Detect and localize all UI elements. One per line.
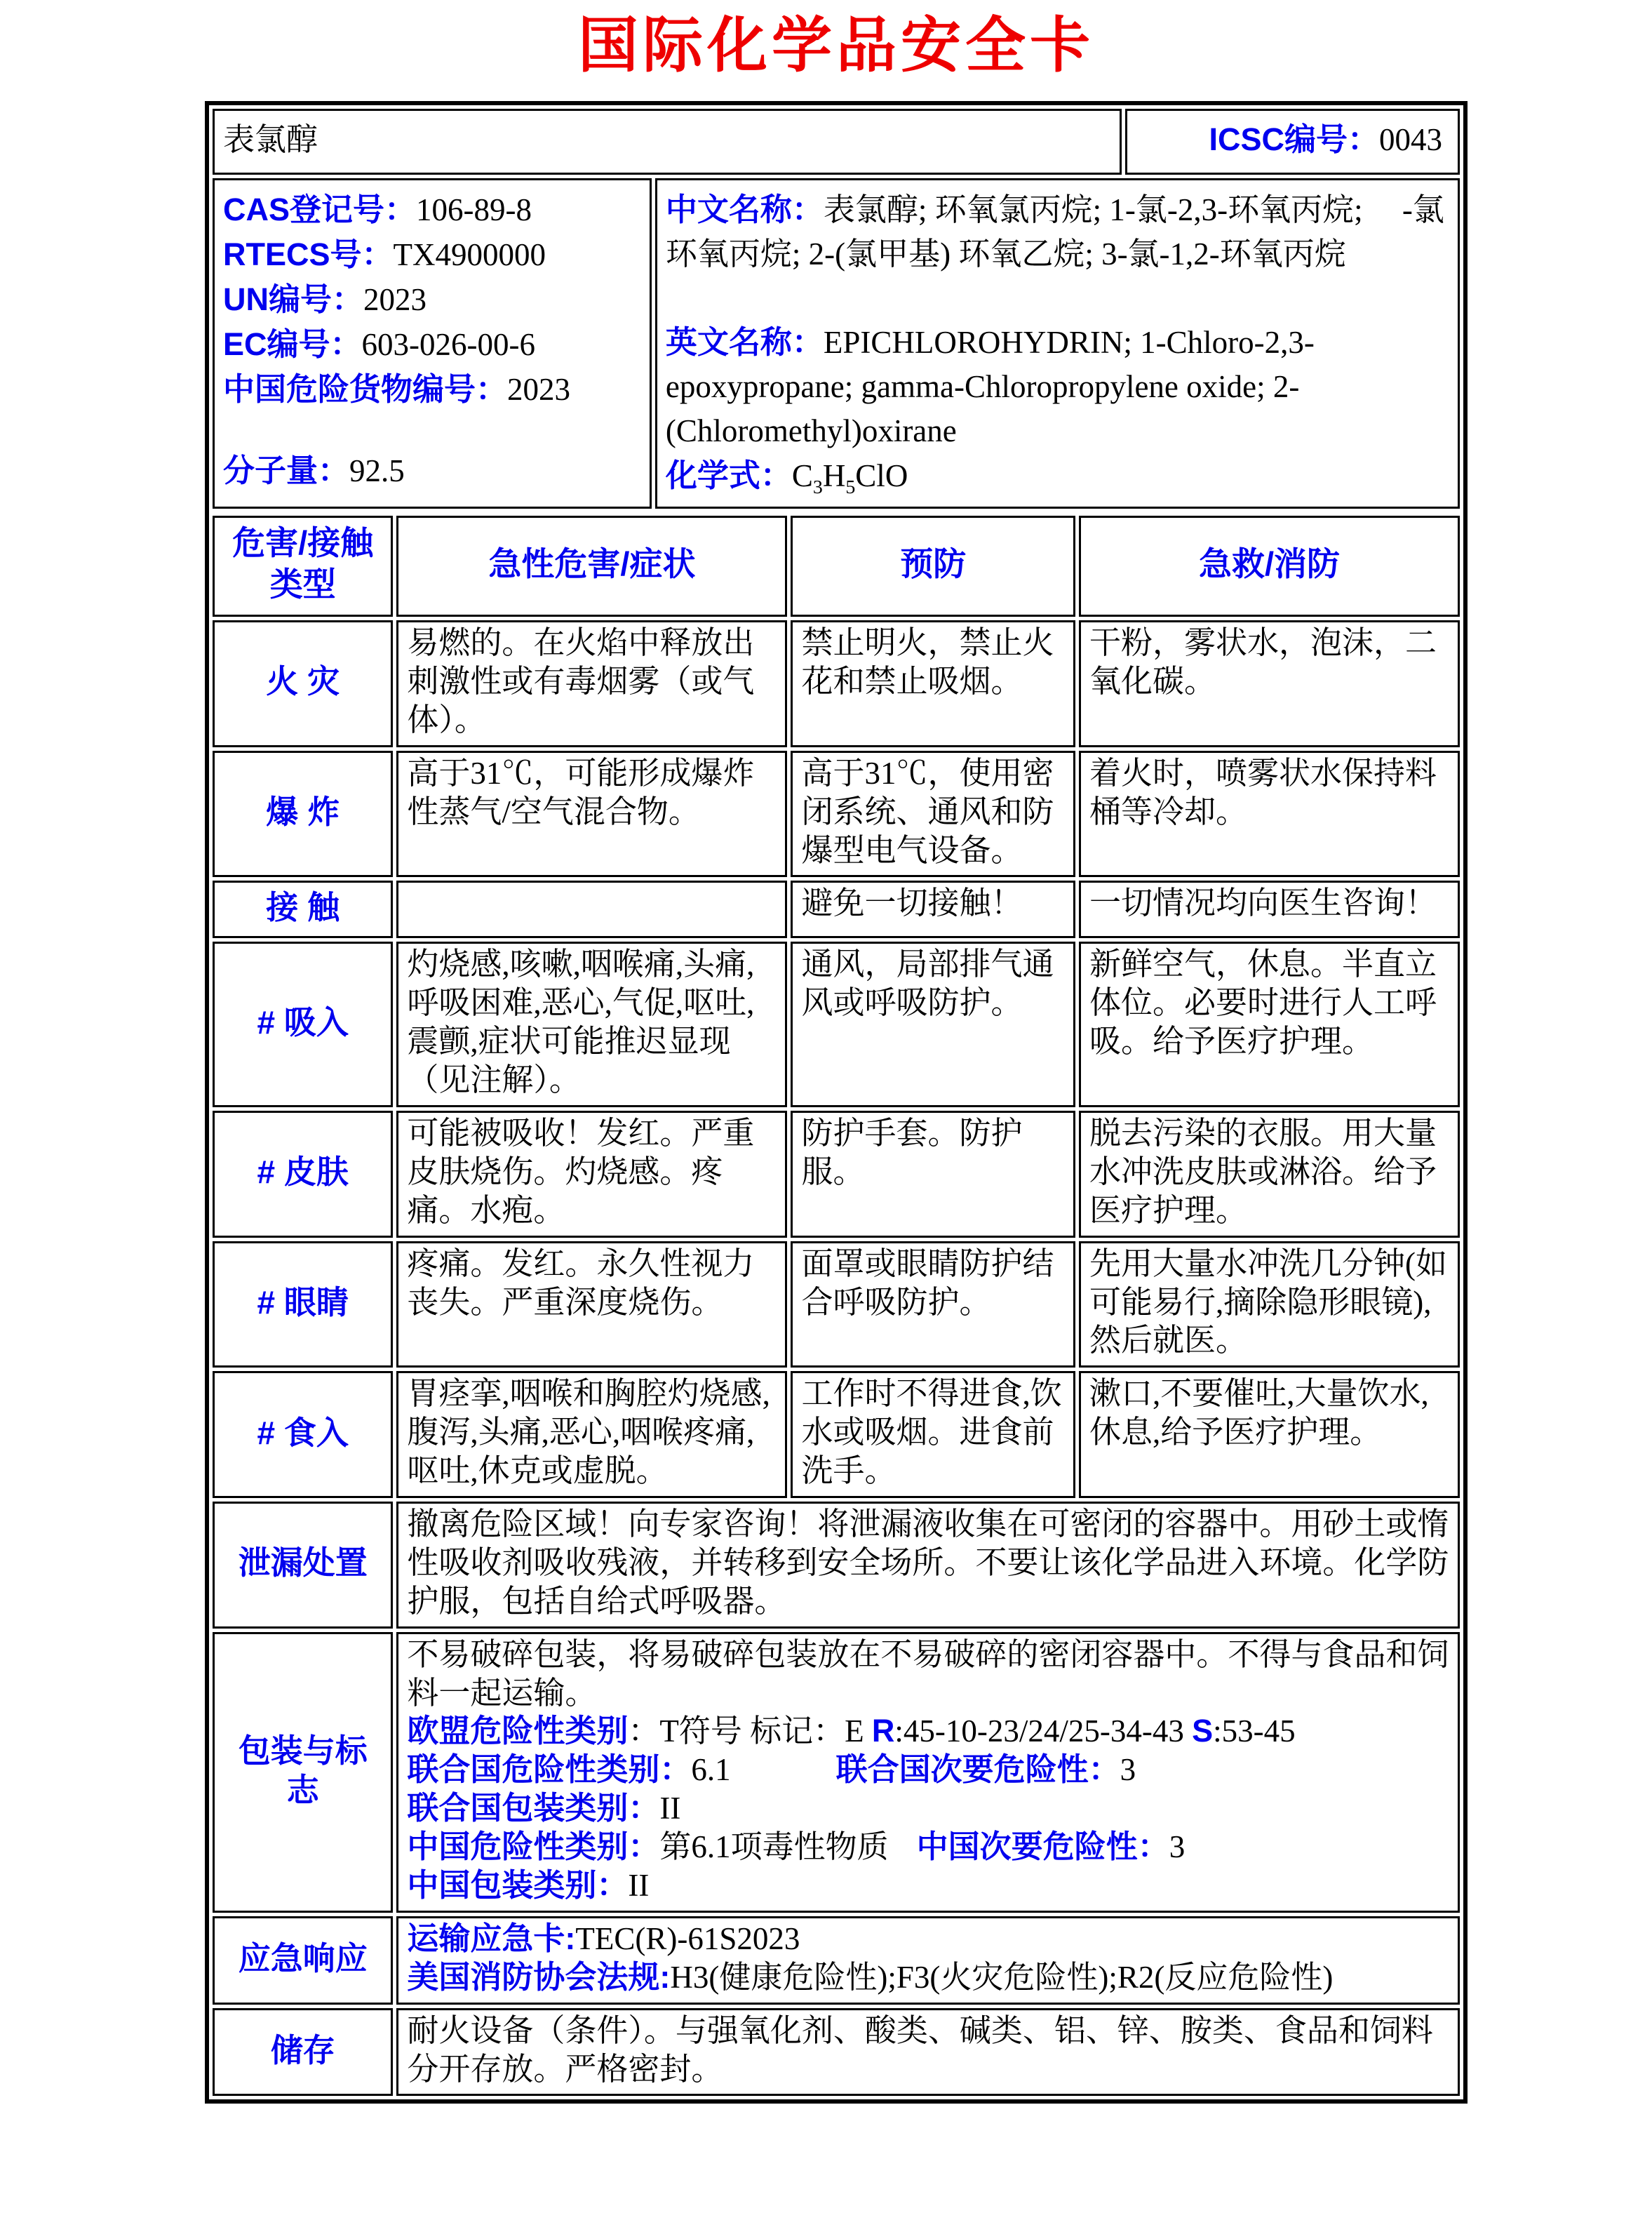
- ec-label: EC编号：: [223, 326, 362, 362]
- skin-prevention: 防护手套。防护服。: [791, 1111, 1075, 1238]
- cas-value: 106-89-8: [416, 192, 532, 227]
- china-packing-value: II: [628, 1868, 650, 1903]
- col-header-prevention: 预防: [791, 516, 1075, 617]
- skin-symptoms: 可能被吸收！发红。严重皮肤烧伤。灼烧感。疼痛。水疱。: [396, 1111, 787, 1238]
- cas-label: CAS登记号：: [223, 192, 417, 227]
- table-row-skin: [213, 1111, 1460, 1238]
- row-label-storage: 储存: [213, 2008, 393, 2097]
- col-header-symptoms: 急性危害/症状: [396, 516, 787, 617]
- fire-prevention: 禁止明火，禁止火花和禁止吸烟。: [791, 620, 1075, 747]
- storage-text: 耐火设备（条件）。与强氧化剂、酸类、碱类、铝、锌、胺类、食品和饲料分开存放。严格密封。: [396, 2008, 1460, 2097]
- english-name-label: 英文名称：: [665, 324, 824, 360]
- row-label-inhalation: # 吸入: [213, 942, 393, 1107]
- explosion-response: 着火时，喷雾状水保持料桶等冷却。: [1079, 751, 1460, 878]
- china-class-label: 中国危险性类别：: [407, 1829, 660, 1865]
- inhalation-prevention: 通风，局部排气通风或呼吸防护。: [791, 942, 1075, 1107]
- english-name-value: EPICHLOROHYDRIN; 1-Chloro-2,3-epoxypropane; gamma-Chloropropylene oxide; 2-(Chloromethyl)oxirane: [665, 325, 1315, 448]
- icsc-card: [205, 101, 1468, 2104]
- un-subrisk-value: 3: [1120, 1752, 1136, 1788]
- spill-text: 撤离危险区域！向专家咨询！将泄漏液收集在可密闭的容器中。用砂土或惰性吸收剂吸收残液，并转移到安全场所。不要让该化学品进入环境。化学防护服，包括自给式呼吸器。: [396, 1502, 1460, 1629]
- skin-response: 脱去污染的衣服。用大量水冲洗皮肤或淋浴。给予医疗护理。: [1079, 1111, 1460, 1238]
- fire-symptoms: 易燃的。在火焰中释放出刺激性或有毒烟雾（或气体）。: [396, 620, 787, 747]
- nfpa-value: H3(健康危险性);F3(火灾危险性);R2(反应危险性): [670, 1959, 1334, 1995]
- row-label-fire: 火 灾: [213, 620, 393, 747]
- formula-label: 化学式：: [665, 457, 792, 493]
- tec-value: TEC(R)-61S2023: [575, 1920, 800, 1956]
- un-packing-line: [407, 1789, 1449, 1828]
- nfpa-label: 美国消防协会法规:: [407, 1958, 671, 1995]
- ec-value: 603-026-00-6: [361, 327, 535, 362]
- china-class-value: 第6.1项毒性物质: [659, 1829, 889, 1865]
- china-classification-line: [407, 1828, 1449, 1866]
- table-row-inhalation: [213, 942, 1460, 1107]
- tec-label: 运输应急卡:: [407, 1920, 576, 1956]
- rtecs-number-line: [223, 232, 641, 277]
- substance-name-cell: [213, 109, 1122, 175]
- table-row-exposure: [213, 881, 1460, 938]
- icsc-number-value: 0043: [1379, 121, 1442, 157]
- china-subrisk-label: 中国次要危险性：: [916, 1829, 1169, 1865]
- s-phrases-value: :53-45: [1213, 1713, 1296, 1749]
- molecular-weight-line: [223, 448, 641, 493]
- cas-number-line: [223, 187, 641, 232]
- ingestion-response: 漱口,不要催吐,大量饮水,休息,给予医疗护理。: [1079, 1371, 1460, 1498]
- exposure-prevention: 避免一切接触！: [791, 881, 1075, 938]
- un-number-line: [223, 277, 641, 322]
- hazard-table-header-row: [213, 516, 1460, 617]
- ingestion-symptoms: 胃痉挛,咽喉和胸腔灼烧感,腹泻,头痛,恶心,咽喉疼痛,呕吐,休克或虚脱。: [396, 1371, 787, 1498]
- china-dg-value: 2023: [507, 372, 571, 407]
- col-header-response: 急救/消防: [1079, 516, 1460, 617]
- un-classification-line: [407, 1751, 1449, 1789]
- table-row-ingestion: [213, 1371, 1460, 1498]
- un-packing-label: 联合国包装类别：: [407, 1790, 660, 1826]
- table-row-explosion: [213, 751, 1460, 878]
- nfpa-code-line: [407, 1958, 1449, 1997]
- r-phrases-label: R: [871, 1713, 895, 1749]
- table-row-spill: [213, 1502, 1460, 1629]
- inhalation-symptoms: 灼烧感,咳嗽,咽喉痛,头痛,呼吸困难,恶心,气促,呕吐,震颤,症状可能推迟显现（见注解）。: [396, 942, 787, 1107]
- row-label-exposure: 接 触: [213, 881, 393, 938]
- eyes-symptoms: 疼痛。发红。永久性视力丧失。严重深度烧伤。: [396, 1241, 787, 1368]
- rtecs-label: RTECS号：: [223, 236, 394, 272]
- formula-line: [666, 453, 1449, 501]
- ec-number-line: [223, 322, 641, 367]
- col-header-hazard-type: 危害/接触类型: [213, 516, 393, 617]
- eu-classification-line: 欧盟危险性类别：T符号 标记：E R:45-10-23/24/25-34-43 S:53-45: [407, 1713, 1296, 1749]
- inhalation-response: 新鲜空气，休息。半直立体位。必要时进行人工呼吸。给予医疗护理。: [1079, 942, 1460, 1107]
- un-class-value: 6.1: [691, 1752, 731, 1788]
- table-row-fire: [213, 620, 1460, 747]
- ingestion-prevention: 工作时不得进食,饮水或吸烟。进食前洗手。: [791, 1371, 1075, 1498]
- row-label-skin: # 皮肤: [213, 1111, 393, 1238]
- eyes-response: 先用大量水冲洗几分钟(如可能易行,摘除隐形眼镜),然后就医。: [1079, 1241, 1460, 1368]
- chinese-name-value: 表氯醇; 环氧氯丙烷; 1-氯-2,3-环氧丙烷; -氯环氧丙烷; 2-(氯甲基) 环氧乙烷; 3-氯-1,2-环氧丙烷: [665, 192, 1444, 272]
- row-label-explosion: 爆 炸: [213, 751, 393, 878]
- hazard-table: [209, 512, 1463, 2099]
- formula-value: $C_3H_5ClO$: [791, 458, 908, 498]
- chinese-name-line: [666, 187, 1449, 276]
- table-row-packaging: [213, 1632, 1460, 1913]
- china-packing-label: 中国包装类别：: [407, 1867, 629, 1903]
- un-class-label: 联合国危险性类别：: [407, 1751, 692, 1788]
- row-label-emergency: 应急响应: [213, 1916, 393, 2005]
- exposure-symptoms: [396, 881, 787, 938]
- explosion-symptoms: 高于31℃，可能形成爆炸性蒸气/空气混合物。: [396, 751, 787, 878]
- explosion-prevention: 高于31℃，使用密闭系统、通风和防爆型电气设备。: [791, 751, 1075, 878]
- rtecs-value: TX4900000: [393, 237, 546, 272]
- table-row-storage: [213, 2008, 1460, 2097]
- exposure-response: 一切情况均向医生咨询！: [1079, 881, 1460, 938]
- substance-name: 表氯醇: [223, 121, 318, 157]
- icsc-number-cell: [1125, 109, 1460, 175]
- row-label-spill: 泄漏处置: [213, 1502, 393, 1629]
- row-label-packaging: 包装与标志: [213, 1632, 393, 1913]
- emergency-cell: [396, 1916, 1460, 2005]
- transport-emergency-card-line: [407, 1920, 1449, 1958]
- china-dg-number-line: [223, 367, 641, 412]
- un-subrisk-label: 联合国次要危险性：: [835, 1751, 1120, 1788]
- china-dg-label: 中国危险货物编号：: [223, 371, 508, 407]
- icsc-page: [205, 0, 1468, 2104]
- english-name-line: [666, 320, 1449, 453]
- r-phrases-value: :45-10-23/24/25-34-43: [894, 1713, 1193, 1749]
- chinese-name-label: 中文名称：: [665, 192, 824, 227]
- s-phrases-label: S: [1192, 1713, 1214, 1749]
- molecular-weight-label: 分子量：: [223, 453, 350, 488]
- identification-table: [209, 105, 1463, 512]
- row-label-ingestion: # 食入: [213, 1371, 393, 1498]
- table-row-eyes: [213, 1241, 1460, 1368]
- eu-class-label: 欧盟危险性类别: [407, 1713, 629, 1749]
- packaging-cell: [396, 1632, 1460, 1913]
- table-row-emergency: [213, 1916, 1460, 2005]
- packaging-intro: 不易破碎包装，将易破碎包装放在不易破碎的密闭容器中。不得与食品和饲料一起运输。: [407, 1636, 1449, 1711]
- row-label-eyes: # 眼睛: [213, 1241, 393, 1368]
- china-subrisk-value: 3: [1169, 1829, 1186, 1865]
- page-title: 国际化学品安全卡: [578, 12, 1094, 79]
- fire-response: 干粉，雾状水，泡沫，二氧化碳。: [1079, 620, 1460, 747]
- china-packing-line: [407, 1866, 1449, 1905]
- eyes-prevention: 面罩或眼睛防护结合呼吸防护。: [791, 1241, 1075, 1368]
- molecular-weight-value: 92.5: [349, 453, 405, 488]
- icsc-number-label: ICSC编号：: [1209, 121, 1379, 157]
- registry-ids-cell: [213, 178, 652, 509]
- un-value: 2023: [363, 282, 427, 317]
- un-packing-value: II: [659, 1791, 681, 1826]
- un-label: UN编号：: [223, 281, 363, 317]
- chemical-names-cell: [655, 178, 1460, 509]
